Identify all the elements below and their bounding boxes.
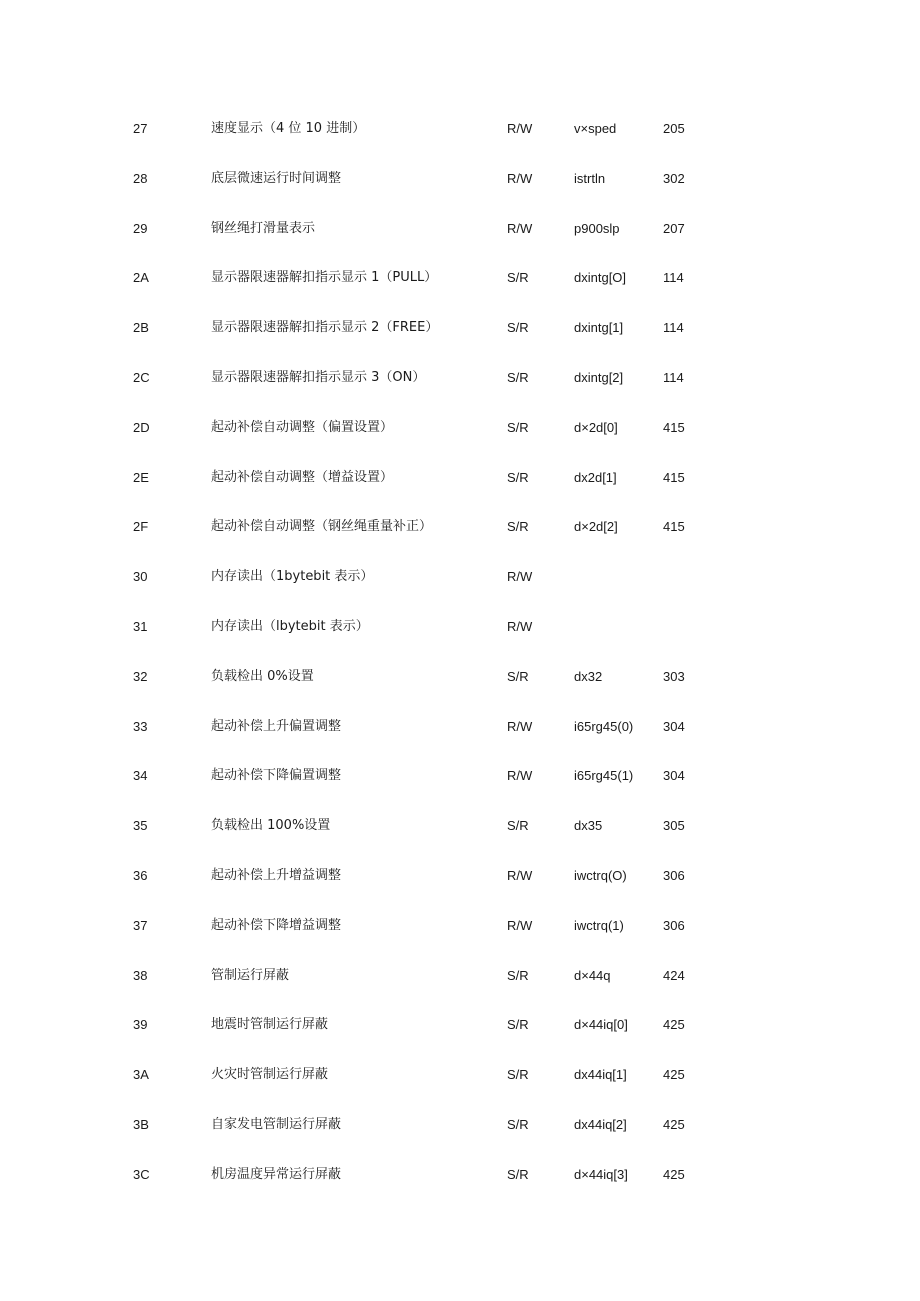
row-description: 自家发电管制运行屏蔽 — [211, 1116, 342, 1132]
row-variable: istrtln — [574, 170, 606, 186]
row-description: 负载检出 100%设置 — [211, 818, 331, 834]
table-row — [0, 702, 920, 752]
row-number: 303 — [663, 668, 685, 684]
row-code: 29 — [133, 220, 148, 236]
row-number: 114 — [663, 270, 684, 286]
row-number: 304 — [663, 718, 685, 734]
row-variable: i65rg45(1) — [574, 768, 634, 784]
row-number: 304 — [663, 768, 685, 784]
row-code: 27 — [133, 121, 148, 136]
row-code: 33 — [133, 718, 148, 734]
table-row — [0, 453, 920, 503]
row-access-mode: S/R — [507, 1116, 529, 1132]
table-row — [0, 652, 920, 702]
row-description: 显示器限速器解扣指示显示 2（FREE） — [211, 320, 439, 336]
table-row — [0, 353, 920, 403]
row-access-mode: R/W — [507, 618, 533, 634]
row-description: 起动补偿下降偏置调整 — [211, 768, 342, 784]
row-code: 32 — [133, 668, 148, 684]
row-access-mode: R/W — [507, 170, 533, 186]
row-number: 415 — [663, 419, 685, 435]
row-description: 机房温度异常运行屏蔽 — [211, 1166, 342, 1182]
row-code: 31 — [133, 618, 148, 634]
row-access-mode: R/W — [507, 220, 533, 236]
row-variable: dx44iq[2] — [574, 1116, 627, 1132]
row-number: 415 — [663, 519, 685, 535]
row-access-mode: S/R — [507, 1166, 529, 1182]
row-access-mode: R/W — [507, 569, 533, 585]
row-code: 2D — [133, 419, 150, 435]
row-code: 2E — [133, 469, 149, 485]
table-row — [0, 851, 920, 901]
row-access-mode: R/W — [507, 121, 533, 136]
row-access-mode: S/R — [507, 1067, 529, 1083]
row-description: 负载检出 0%设置 — [211, 668, 314, 684]
table-row — [0, 801, 920, 851]
row-code: 39 — [133, 1017, 148, 1033]
table-row — [0, 154, 920, 204]
row-number: 425 — [663, 1166, 685, 1182]
table-row — [0, 403, 920, 453]
row-code: 34 — [133, 768, 148, 784]
row-variable: dxintg[2] — [574, 369, 624, 385]
row-code: 36 — [133, 867, 148, 883]
table-row — [0, 104, 920, 154]
row-number: 305 — [663, 818, 685, 834]
table-row — [0, 1100, 920, 1150]
row-number: 302 — [663, 170, 685, 186]
table-row — [0, 253, 920, 303]
row-number: 424 — [663, 967, 685, 983]
row-code: 3A — [133, 1067, 149, 1083]
row-description: 火灾时管制运行屏蔽 — [211, 1067, 329, 1083]
row-variable: d×44q — [574, 967, 611, 983]
row-number: 114 — [663, 369, 684, 385]
row-description: 地震时管制运行屏蔽 — [211, 1017, 329, 1033]
row-access-mode: S/R — [507, 967, 529, 983]
row-variable: p900slp — [574, 220, 620, 236]
row-number: 306 — [663, 867, 685, 883]
row-code: 37 — [133, 917, 148, 933]
row-number: 415 — [663, 469, 685, 485]
row-number: 425 — [663, 1116, 685, 1132]
row-code: 2C — [133, 369, 150, 385]
table-row — [0, 751, 920, 801]
row-variable: dx32 — [574, 668, 603, 684]
row-access-mode: R/W — [507, 718, 533, 734]
table-row — [0, 502, 920, 552]
table-row — [0, 303, 920, 353]
row-variable: d×44iq[3] — [574, 1166, 628, 1182]
row-code: 35 — [133, 818, 148, 834]
row-access-mode: R/W — [507, 867, 533, 883]
row-code: 3B — [133, 1116, 149, 1132]
row-code: 38 — [133, 967, 148, 983]
row-number: 425 — [663, 1017, 685, 1033]
row-description: 起动补偿自动调整（偏置设置） — [211, 419, 394, 435]
row-number: 207 — [663, 220, 685, 236]
row-description: 显示器限速器解扣指示显示 1（PULL） — [211, 270, 438, 286]
row-code: 2F — [133, 519, 149, 535]
row-description: 起动补偿自动调整（钢丝绳重量补正） — [211, 519, 433, 535]
row-access-mode: S/R — [507, 369, 529, 385]
row-description: 底层微速运行时间调整 — [211, 170, 342, 186]
row-description: 起动补偿自动调整（增益设置） — [211, 469, 394, 485]
row-access-mode: S/R — [507, 519, 529, 535]
row-code: 3C — [133, 1166, 150, 1182]
row-variable: d×2d[2] — [574, 519, 618, 535]
row-access-mode: S/R — [507, 419, 529, 435]
row-access-mode: S/R — [507, 1017, 529, 1033]
table-row — [0, 1050, 920, 1100]
row-description: 起动补偿上升偏置调整 — [211, 718, 342, 734]
row-variable: dx35 — [574, 818, 603, 834]
row-access-mode: S/R — [507, 668, 529, 684]
row-access-mode: S/R — [507, 818, 529, 834]
row-variable: d×2d[0] — [574, 419, 618, 435]
row-code: 2A — [133, 270, 149, 286]
row-variable: i65rg45(0) — [574, 718, 634, 734]
row-description: 速度显示（4 位 10 进制） — [211, 121, 366, 136]
row-access-mode: S/R — [507, 320, 529, 336]
table-row — [0, 901, 920, 951]
row-number: 425 — [663, 1067, 685, 1083]
row-access-mode: S/R — [507, 469, 529, 485]
table-row — [0, 552, 920, 602]
table-row — [0, 1150, 920, 1200]
row-access-mode: R/W — [507, 917, 533, 933]
row-description: 起动补偿下降增益调整 — [211, 917, 342, 933]
row-number: 306 — [663, 917, 685, 933]
row-code: 2B — [133, 320, 149, 336]
row-code: 30 — [133, 569, 148, 585]
row-description: 内存读出（lbytebit 表示） — [211, 618, 369, 634]
parameter-table — [0, 104, 920, 1200]
row-description: 显示器限速器解扣指示显示 3（ON） — [211, 369, 426, 385]
row-description: 管制运行屏蔽 — [211, 967, 290, 983]
row-description: 钢丝绳打滑量表示 — [211, 220, 316, 236]
row-description: 内存读出（1bytebit 表示） — [211, 569, 374, 585]
row-variable: dxintg[1] — [574, 320, 624, 336]
row-number: 114 — [663, 320, 684, 336]
row-variable: iwctrq(1) — [574, 917, 624, 933]
table-row — [0, 602, 920, 652]
row-variable: v×sped — [574, 121, 617, 136]
row-variable: dxintg[O] — [574, 270, 627, 286]
table-row — [0, 1000, 920, 1050]
row-variable: dx44iq[1] — [574, 1067, 627, 1083]
row-variable: dx2d[1] — [574, 469, 617, 485]
row-variable: d×44iq[0] — [574, 1017, 628, 1033]
row-code: 28 — [133, 170, 148, 186]
row-access-mode: R/W — [507, 768, 533, 784]
row-access-mode: S/R — [507, 270, 529, 286]
row-number: 205 — [663, 121, 685, 136]
table-row — [0, 951, 920, 1001]
table-row — [0, 204, 920, 254]
row-variable: iwctrq(O) — [574, 867, 627, 883]
row-description: 起动补偿上升增益调整 — [211, 867, 342, 883]
